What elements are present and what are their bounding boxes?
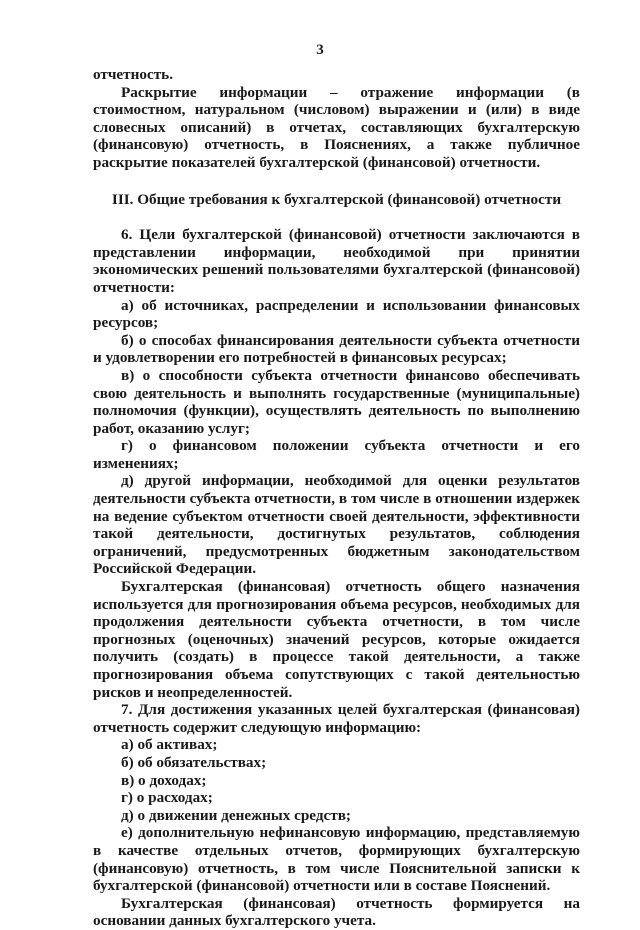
- paragraph-disclosure-definition: Раскрытие информации – отражение информации (в стоимостном, натуральном (числовом) выражении и (или) в виде словесных описаний) в отчетах, составляющих бухгалтерскую (финансовую) отчетность, в Пояснениях, а также публичное раскрытие показателей бухгалтерской (финансовой) отчетности.: [93, 83, 580, 171]
- list-item-6v: в) о способности субъекта отчетности финансово обеспечивать свою деятельность и выполнять государственные (муниципальные) полномочия (функции), осуществлять деятельность по выполнению работ, оказанию услуг;: [93, 366, 580, 437]
- paragraph-continuation: отчетность.: [93, 66, 173, 83]
- paragraph-item-6: 6. Цели бухгалтерской (финансовой) отчетности заключаются в представлении информации, необходимой при принятии экономических решений пользователями бухгалтерской (финансовой) отчетности:: [93, 226, 580, 296]
- list-item-6a: а) об источниках, распределении и использовании финансовых ресурсов;: [93, 296, 580, 332]
- paragraph-general-purpose: Бухгалтерская (финансовая) отчетность общего назначения используется для прогнозирования объема ресурсов, необходимых для продолжения деятельности субъекта отчетности, в том числе прогнозных (оценочных) значений ресурсов, которые ожидается получить (создать) в процессе такой деятельности, а также прогнозирования объема сопутствующих с такой деятельностью рисков и неопределенностей.: [93, 578, 580, 701]
- section-heading: III. Общие требования к бухгалтерской (финансовой) отчетности: [111, 190, 562, 208]
- list-item-7v: в) о доходах;: [121, 771, 207, 789]
- list-item-6b: б) о способах финансирования деятельности субъекта отчетности и удовлетворении его потребностей в финансовых ресурсах;: [93, 331, 580, 367]
- list-item-6g: г) о финансовом положении субъекта отчетности и его изменениях;: [93, 437, 580, 472]
- paragraph-basis: Бухгалтерская (финансовая) отчетность формируется на основании данных бухгалтерского учета.: [93, 894, 580, 930]
- list-item-7a: а) об активах;: [121, 736, 218, 754]
- list-item-7d: д) о движении денежных средств;: [121, 806, 351, 824]
- list-item-6d: д) другой информации, необходимой для оценки результатов деятельности субъекта отчетности, в том числе в отношении издержек на ведение субъектом отчетности своей деятельности, эффективности такой деятельности, достигнутых результатов, соблюдения ограничений, предусмотренных бюджетным законодательством Российской Федерации.: [93, 472, 580, 578]
- list-item-7e: е) дополнительную нефинансовую информацию, представляемую в качестве отдельных отчетов, формирующих бухгалтерскую (финансовую) отчетность, в том числе Пояснительной записки к бухгалтерской (финансовой) отчетности или в составе Пояснений.: [93, 824, 580, 895]
- page-number: 3: [316, 42, 324, 58]
- list-item-7b: б) об обязательствах;: [121, 753, 267, 771]
- paragraph-item-7: 7. Для достижения указанных целей бухгалтерская (финансовая) отчетность содержит следующую информацию:: [93, 701, 580, 736]
- list-item-7g: г) о расходах;: [121, 789, 213, 807]
- document-body: [93, 66, 580, 930]
